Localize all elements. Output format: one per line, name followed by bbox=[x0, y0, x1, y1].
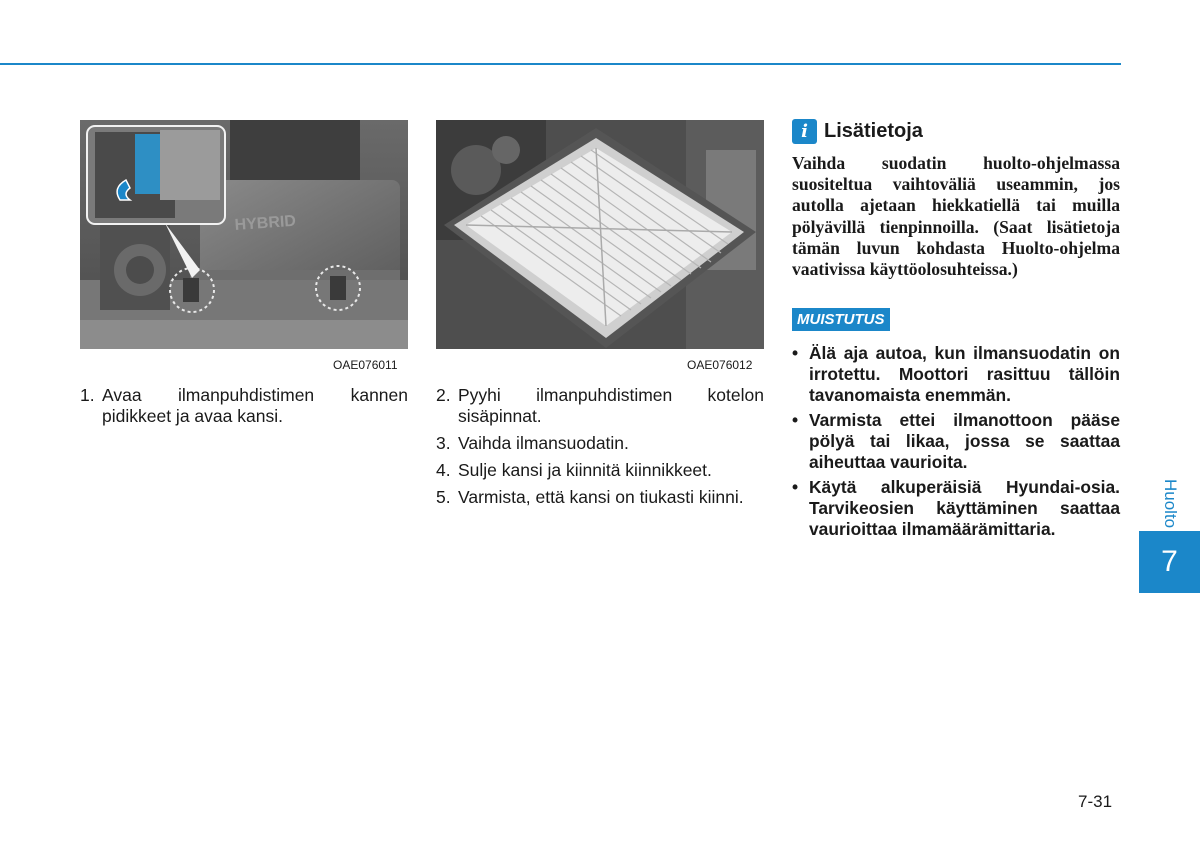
figure-code-2: OAE076012 bbox=[687, 358, 753, 372]
air-filter-figure bbox=[436, 120, 764, 349]
info-icon: i bbox=[792, 119, 817, 144]
step-text: Pyyhi ilmanpuhdistimen kotelon sisäpinnat. bbox=[458, 385, 764, 426]
step-item bbox=[436, 385, 764, 427]
figure-code-1: OAE076011 bbox=[333, 358, 398, 372]
step-text: Varmista, että kansi on tiukasti kiinni. bbox=[458, 487, 744, 507]
steps-list-middle bbox=[436, 385, 764, 514]
step-number: 4. bbox=[436, 460, 451, 480]
step-item bbox=[436, 460, 764, 481]
notice-text: Älä aja autoa, kun ilmansuodatin on irrotettu. Moottori rasittuu tällöin tavanomaista enemmän. bbox=[809, 343, 1120, 405]
step-number: 5. bbox=[436, 487, 451, 507]
info-heading bbox=[792, 119, 923, 144]
notice-item bbox=[792, 343, 1120, 406]
notice-list bbox=[792, 343, 1120, 544]
notice-text: Käytä alkuperäisiä Hyundai-osia. Tarvikeosien käyttäminen saattaa vaurioittaa ilmamäärämittaria. bbox=[809, 477, 1120, 539]
notice-text: Varmista ettei ilmanottoon pääse pölyä tai likaa, jossa se saattaa aiheuttaa vaurioita. bbox=[809, 410, 1120, 472]
step-number: 1. bbox=[80, 385, 95, 405]
steps-list-left bbox=[80, 385, 408, 433]
notice-item bbox=[792, 477, 1120, 540]
step-text: Sulje kansi ja kiinnitä kiinnikkeet. bbox=[458, 460, 712, 480]
engine-clips-figure bbox=[80, 120, 408, 349]
step-number: 2. bbox=[436, 385, 451, 405]
top-rule bbox=[0, 63, 1121, 65]
step-number: 3. bbox=[436, 433, 451, 453]
step-text: Vaihda ilmansuodatin. bbox=[458, 433, 629, 453]
step-text: Avaa ilmanpuhdistimen kannen pidikkeet ja avaa kansi. bbox=[102, 385, 408, 426]
engine-cover-label: HYBRID bbox=[234, 212, 297, 234]
notice-badge: MUISTUTUS bbox=[792, 308, 890, 331]
chapter-tab: 7 bbox=[1139, 531, 1200, 593]
info-body: Vaihda suodatin huolto-ohjelmassa suositeltua vaihtoväliä useammin, jos autolla ajetaan hiekkatiellä tai muilla pölyävillä tienpinnoilla. (Saat lisätietoja tämän luvun kohdasta Huolto-ohjelma vaativissa käyttöolosuhteissa.) bbox=[792, 153, 1120, 280]
bullet-icon: • bbox=[792, 410, 799, 430]
chapter-side-label: Huolto bbox=[1161, 479, 1180, 529]
notice-item bbox=[792, 410, 1120, 473]
page-number: 7-31 bbox=[1078, 792, 1113, 811]
info-title: Lisätietoja bbox=[824, 120, 923, 142]
step-item bbox=[80, 385, 408, 427]
bullet-icon: • bbox=[792, 477, 799, 497]
step-item bbox=[436, 487, 764, 508]
step-item bbox=[436, 433, 764, 454]
bullet-icon: • bbox=[792, 343, 799, 363]
